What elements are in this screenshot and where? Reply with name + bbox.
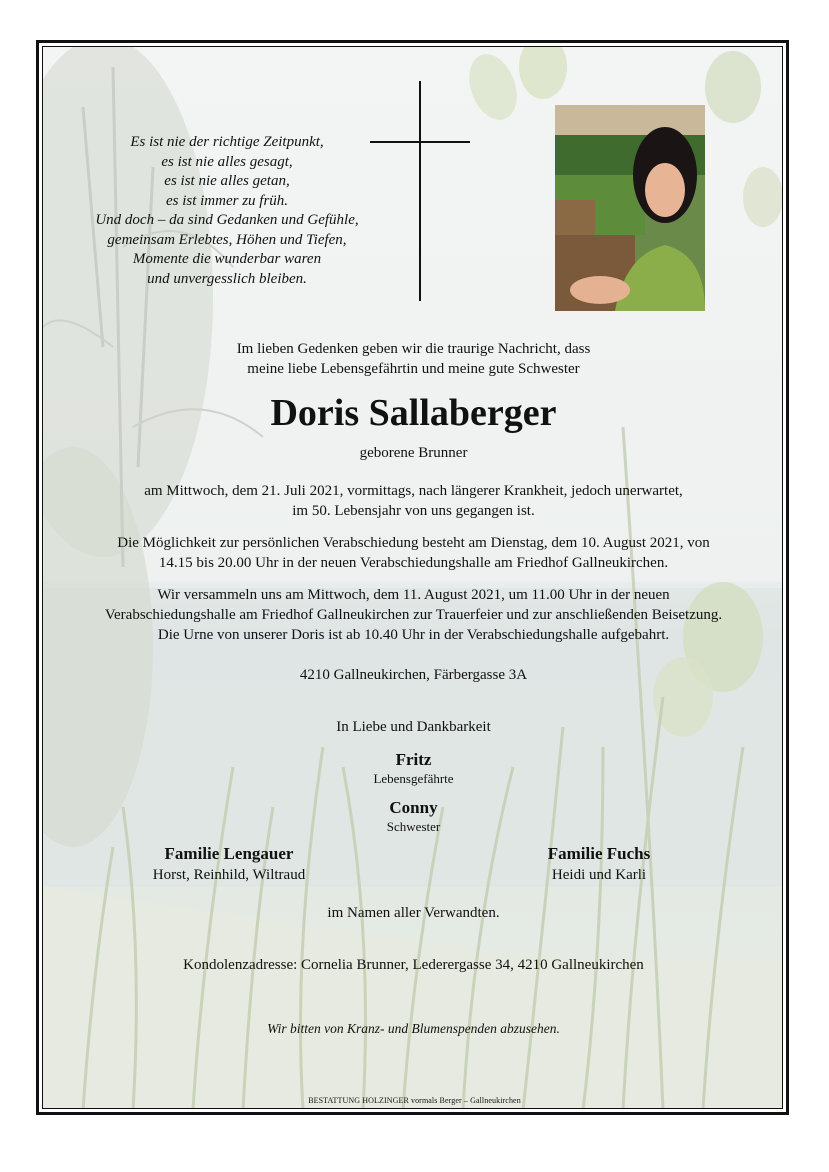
flower-note: Wir bitten von Kranz- und Blumenspenden abzusehen. <box>267 1021 560 1036</box>
poem-line: es ist immer zu früh. <box>165 192 289 209</box>
mourner-name: Conny <box>389 798 438 817</box>
poem-line: und unvergesslich bleiben. <box>147 270 307 287</box>
mourner-name: Fritz <box>395 750 432 769</box>
cross-icon-bar <box>370 141 470 143</box>
mourner-family-name: Familie Fuchs <box>547 844 651 863</box>
deceased-name: Doris Sallaberger <box>270 392 557 434</box>
portrait-photo <box>555 105 705 311</box>
birth-name: geborene Brunner <box>359 445 468 461</box>
obituary-card <box>42 46 783 1109</box>
death-info-line: im 50. Lebensjahr von uns gegangen ist. <box>292 503 535 519</box>
mourners-heading: In Liebe und Dankbarkeit <box>336 719 491 735</box>
death-info-line: am Mittwoch, dem 21. Juli 2021, vormittags, nach längerer Krankheit, jedoch unerwartet, <box>144 483 683 499</box>
ceremony-info-line: Wir versammeln uns am Mittwoch, dem 11. August 2021, um 11.00 Uhr in der neuen <box>157 587 670 603</box>
ceremony-info-line: Die Urne von unserer Doris ist ab 10.40 Uhr in der Verabschiedungshalle aufgebahrt. <box>157 627 670 643</box>
poem-line: gemeinsam Erlebtes, Höhen und Tiefen, <box>107 231 347 248</box>
poem <box>77 133 377 289</box>
poem-line: es ist nie alles getan, <box>164 173 290 189</box>
mourner-family-members: Horst, Reinhild, Wiltraud <box>152 867 306 883</box>
cross-icon <box>419 81 421 301</box>
mourners-closing: im Namen aller Verwandten. <box>327 905 500 921</box>
farewell-info-line: 14.15 bis 20.00 Uhr in der neuen Verabschiedungshalle am Friedhof Gallneukirchen. <box>158 555 669 571</box>
condolence-address: Kondolenzadresse: Cornelia Brunner, Lederergasse 34, 4210 Gallneukirchen <box>183 957 644 973</box>
mourner-relation: Schwester <box>386 819 441 834</box>
mourner-relation: Lebensgefährte <box>373 771 454 786</box>
home-address: 4210 Gallneukirchen, Färbergasse 3A <box>299 667 528 683</box>
poem-line: es ist nie alles gesagt, <box>161 153 293 170</box>
mourner-family-members: Heidi und Karli <box>551 867 647 883</box>
mourner-family-name: Familie Lengauer <box>164 844 294 863</box>
poem-line: Es ist nie der richtige Zeitpunkt, <box>130 134 324 150</box>
poem-line: Momente die wunderbar waren <box>132 251 322 267</box>
intro-line: meine liebe Lebensgefährtin und meine gute Schwester <box>247 361 580 377</box>
poem-line: Und doch – da sind Gedanken und Gefühle, <box>95 212 359 228</box>
intro-line: Im lieben Gedenken geben wir die traurige Nachricht, dass <box>236 341 591 357</box>
farewell-info-line: Die Möglichkeit zur persönlichen Verabschiedung besteht am Dienstag, dem 10. August 2021, von <box>117 535 710 551</box>
funeral-home-footer: BESTATTUNG HOLZINGER vormals Berger – Gallneukirchen <box>308 1096 521 1105</box>
ceremony-info-line: Verabschiedungshalle am Friedhof Gallneukirchen zur Trauerfeier und zur anschließenden Beisetzung. <box>104 607 723 623</box>
